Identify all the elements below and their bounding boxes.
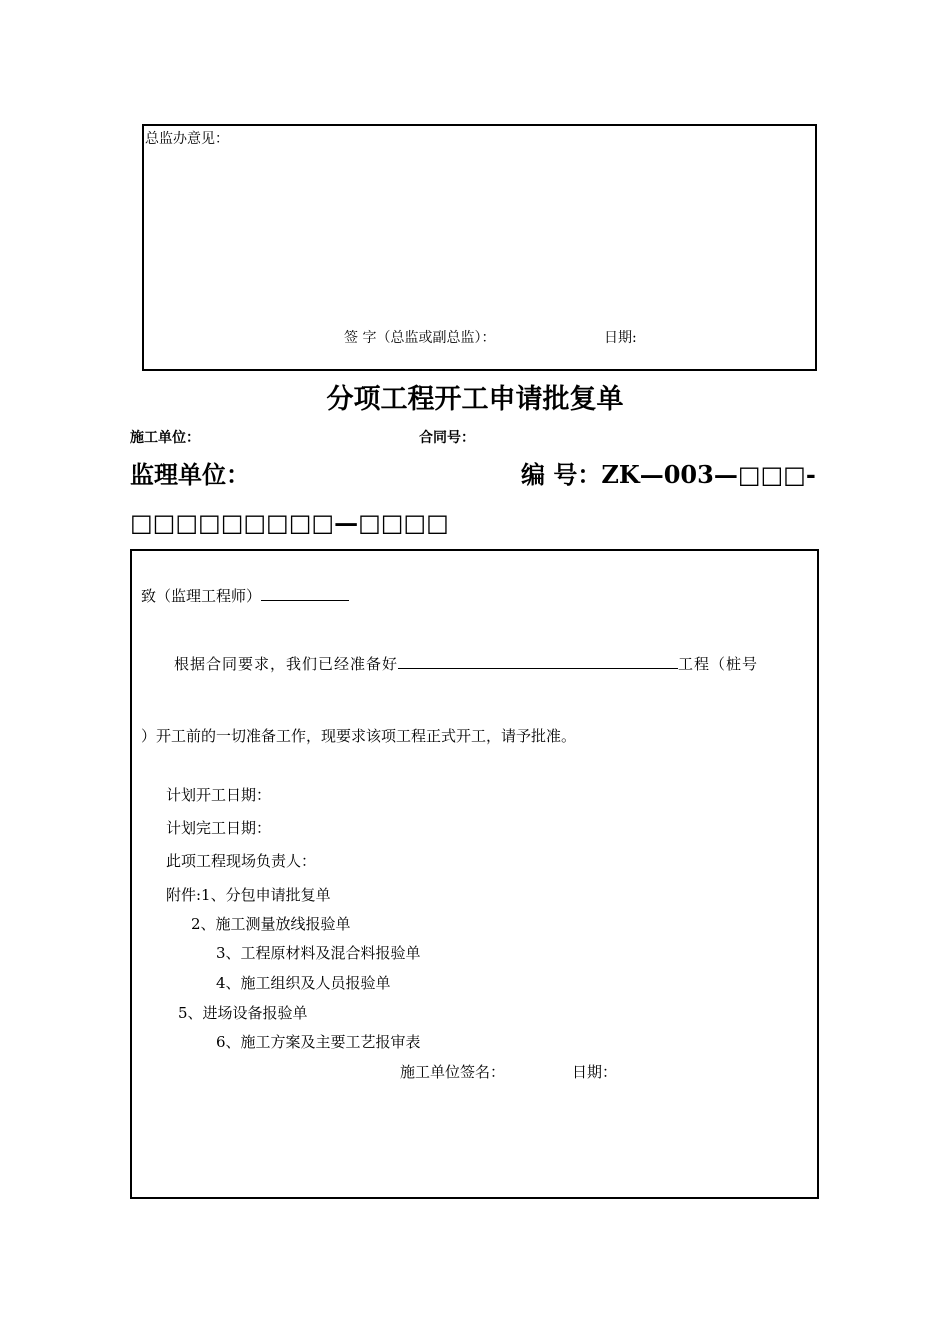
- engineer-name-field[interactable]: [261, 584, 349, 601]
- planned-end-label: 计划完工日期：: [166, 819, 272, 837]
- form-date-label: 日期：: [572, 1063, 618, 1081]
- code-line2: □□□□□□□□□—□□□□: [130, 508, 449, 537]
- contractor-label: 施工单位：: [130, 430, 200, 446]
- planned-start-label: 计划开工日期：: [166, 786, 272, 804]
- para2: ）开工前的一切准备工作，现要求该项工程正式开工，请予批准。: [141, 727, 577, 745]
- attachment-item: 6、施工方案及主要工艺报审表: [216, 1033, 421, 1051]
- supervisor-unit-label: 监理单位：: [130, 460, 250, 489]
- to-engineer-line: [141, 584, 349, 606]
- para1-line: [174, 652, 758, 674]
- attachment-item: 5、进场设备报验单: [178, 1004, 308, 1022]
- attachment-item: 2、施工测量放线报验单: [191, 915, 351, 933]
- project-name-field[interactable]: [398, 652, 678, 669]
- attachment-item: 附件:1、分包申请批复单: [166, 886, 331, 904]
- to-label: 致（监理工程师）: [141, 587, 262, 605]
- code-label: 编 号：ZK—003—□□□-: [521, 460, 816, 489]
- attachment-item: 3、工程原材料及混合料报验单: [216, 944, 421, 962]
- contract-no-label: 合同号：: [419, 430, 475, 446]
- application-form-box: [130, 549, 819, 1199]
- supervisor-opinion-box: [142, 124, 817, 371]
- para1-end: 工程（桩号: [678, 655, 759, 673]
- page-title: 分项工程开工申请批复单: [326, 384, 624, 415]
- contractor-sign-label: 施工单位签名：: [400, 1063, 506, 1081]
- signature-label: 签 字（总监或副总监）：: [344, 330, 496, 346]
- para1-start: 根据合同要求，我们已经准备好: [174, 655, 399, 673]
- attachment-item: 4、施工组织及人员报验单: [216, 974, 391, 992]
- top-date-label: 日期:: [604, 330, 637, 346]
- opinion-label: 总监办意见：: [145, 131, 229, 147]
- site-manager-label: 此项工程现场负责人：: [166, 852, 317, 870]
